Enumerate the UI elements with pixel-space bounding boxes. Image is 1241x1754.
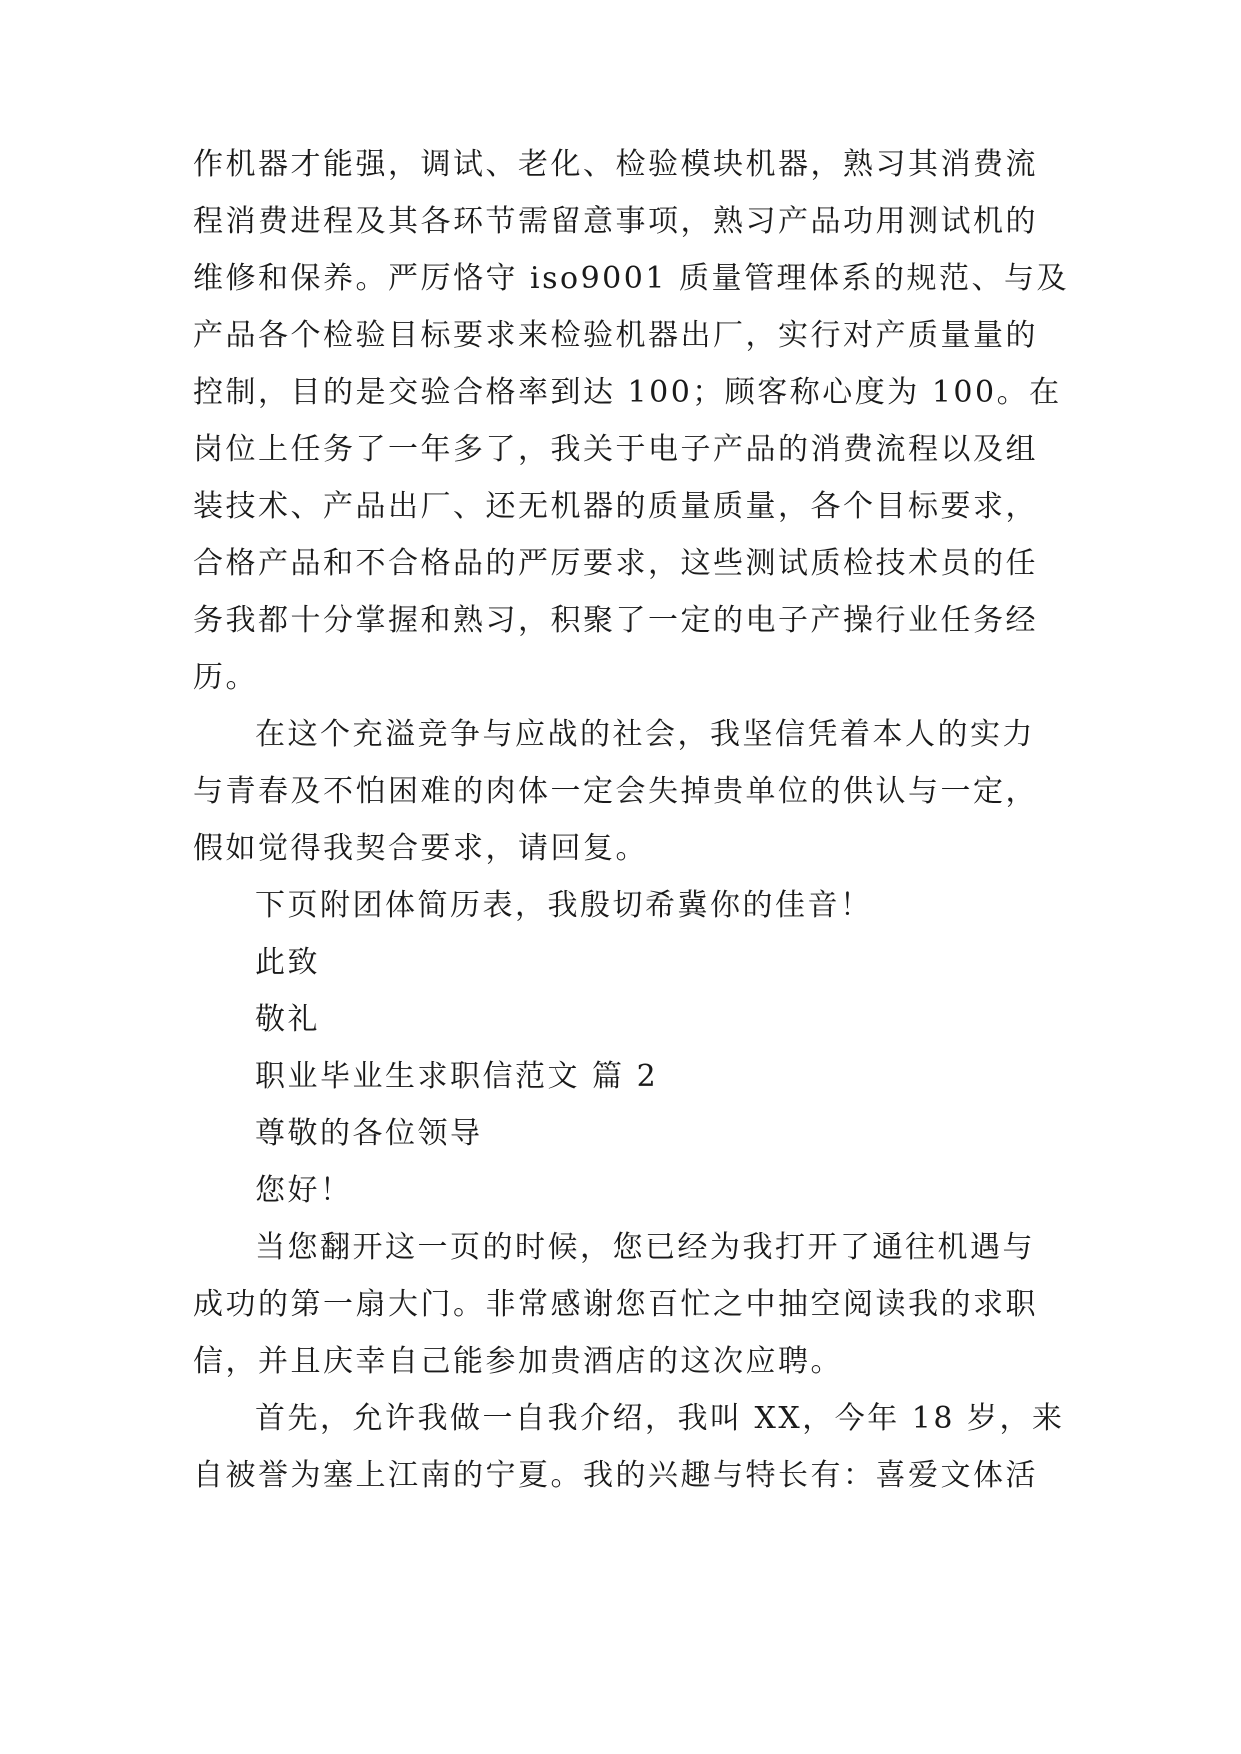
paragraph-first-line: 下页附团体简历表，我殷切希冀你的佳音！ [255, 888, 873, 923]
text-line: 程消费进程及其各环节需留意事项，熟习产品功用测试机的 [193, 204, 1038, 239]
closing-salutation: 此致 [255, 945, 320, 980]
text-line: 控制，目的是交验合格率到达 100；顾客称心度为 100。在 [193, 375, 1062, 410]
text-line: 自被誉为塞上江南的宁夏。我的兴趣与特长有：喜爱文体活 [193, 1458, 1038, 1493]
text-line: 作机器才能强，调试、老化、检验模块机器，熟习其消费流 [193, 147, 1038, 182]
text-line: 合格产品和不合格品的严厉要求，这些测试质检技术员的任 [193, 546, 1038, 581]
text-line: 成功的第一扇大门。非常感谢您百忙之中抽空阅读我的求职 [193, 1287, 1038, 1322]
text-line: 假如觉得我契合要求，请回复。 [193, 831, 648, 866]
paragraph-first-line: 首先，允许我做一自我介绍，我叫 XX，今年 18 岁，来 [255, 1401, 1065, 1436]
text-line: 岗位上任务了一年多了，我关于电子产品的消费流程以及组 [193, 432, 1038, 467]
greeting: 您好！ [255, 1173, 353, 1208]
greeting-addressee: 尊敬的各位领导 [255, 1116, 483, 1151]
text-line: 装技术、产品出厂、还无机器的质量质量，各个目标要求， [193, 489, 1038, 524]
text-line: 务我都十分掌握和熟习，积聚了一定的电子产操行业任务经 [193, 603, 1038, 638]
closing-regards: 敬礼 [255, 1002, 320, 1037]
text-line: 信，并且庆幸自己能参加贵酒店的这次应聘。 [193, 1344, 843, 1379]
section-heading: 职业毕业生求职信范文 篇 2 [255, 1059, 659, 1094]
text-line: 与青春及不怕困难的肉体一定会失掉贵单位的供认与一定， [193, 774, 1038, 809]
text-line: 历。 [193, 660, 258, 695]
paragraph-first-line: 在这个充溢竞争与应战的社会，我坚信凭着本人的实力 [255, 717, 1035, 752]
paragraph-first-line: 当您翻开这一页的时候，您已经为我打开了通往机遇与 [255, 1230, 1035, 1265]
text-line: 维修和保养。严厉恪守 iso9001 质量管理体系的规范、与及 [193, 261, 1069, 296]
text-line: 产品各个检验目标要求来检验机器出厂，实行对产质量量的 [193, 318, 1038, 353]
